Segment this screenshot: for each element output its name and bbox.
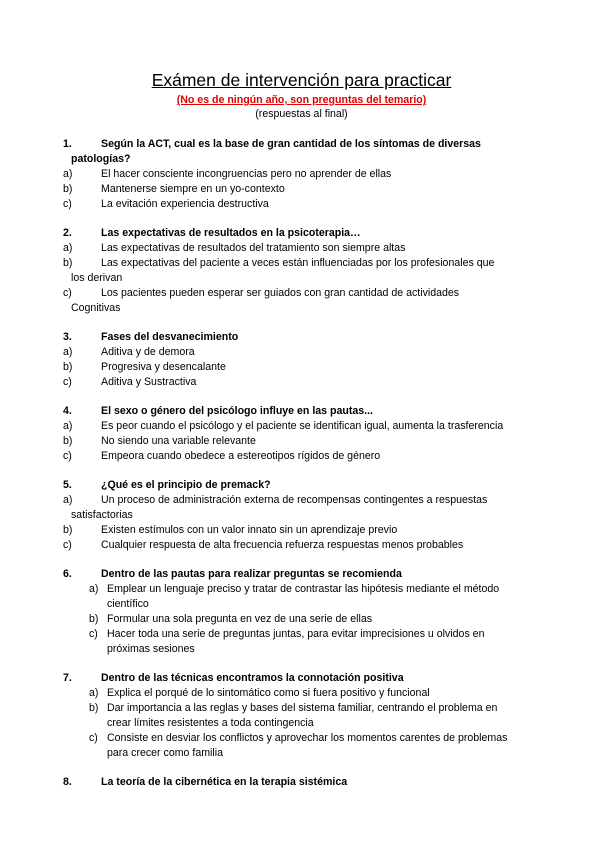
- question-block: [63, 567, 540, 657]
- option-letter: c): [63, 450, 72, 462]
- question-number: 1.: [63, 138, 72, 150]
- question-text: El sexo o género del psicólogo influye en las pautas...: [101, 405, 373, 417]
- option-letter: a): [63, 346, 73, 358]
- question-heading: [63, 567, 540, 582]
- answer-option: [63, 612, 540, 627]
- question-heading: [63, 404, 540, 419]
- option-text-continuation: Cognitivas: [71, 302, 121, 314]
- question-number: 3.: [63, 331, 72, 343]
- answer-option: [63, 582, 540, 612]
- answer-option: [63, 538, 540, 553]
- answer-option: [63, 493, 540, 508]
- option-letter: a): [89, 583, 99, 595]
- answer-option: [63, 731, 540, 761]
- option-letter: b): [89, 613, 99, 625]
- answer-option: [63, 523, 540, 538]
- option-text-continuation: los derivan: [71, 272, 123, 284]
- question-number: 7.: [63, 672, 72, 684]
- option-text-continuation: satisfactorias: [71, 509, 133, 521]
- question-text: Dentro de las técnicas encontramos la connotación positiva: [101, 672, 404, 684]
- option-letter: b): [63, 435, 73, 447]
- answer-option: [63, 345, 540, 360]
- option-text: Mantenerse siempre en un yo-contexto: [101, 183, 285, 195]
- question-number: 6.: [63, 568, 72, 580]
- option-text: Explica el porqué de lo sintomático como si fuera positivo y funcional: [107, 687, 430, 699]
- option-text: Cualquier respuesta de alta frecuencia refuerza respuestas menos probables: [101, 539, 464, 551]
- answer-option: [63, 375, 540, 390]
- question-text: Fases del desvanecimiento: [101, 331, 239, 343]
- question-block: [63, 478, 540, 553]
- option-letter: b): [63, 361, 73, 373]
- question-number: 8.: [63, 776, 72, 788]
- question-block: [63, 137, 540, 212]
- question-list: [63, 137, 540, 790]
- question-heading: [63, 137, 540, 152]
- question-heading: [63, 671, 540, 686]
- option-letter: c): [89, 732, 98, 744]
- answer-option: [63, 197, 540, 212]
- option-text: Los pacientes pueden esperar ser guiados con gran cantidad de actividades: [101, 287, 460, 299]
- answer-option: [63, 256, 540, 271]
- question-number: 2.: [63, 227, 72, 239]
- question-block: [63, 330, 540, 390]
- option-letter: c): [89, 628, 98, 640]
- option-text: Aditiva y de demora: [101, 346, 195, 358]
- question-text-continuation: patologías?: [71, 153, 131, 165]
- option-text: Progresiva y desencalante: [101, 361, 226, 373]
- option-letter: a): [63, 242, 73, 254]
- option-text: Hacer toda una serie de preguntas juntas, para evitar imprecisiones u olvidos en próximas sesiones: [107, 628, 485, 655]
- question-heading: [63, 226, 540, 241]
- option-text: Empeora cuando obedece a estereotipos rígidos de género: [101, 450, 381, 462]
- option-text: Es peor cuando el psicólogo y el paciente se identifican igual, aumenta la trasferencia: [101, 420, 504, 432]
- option-letter: a): [89, 687, 99, 699]
- option-text: Formular una sola pregunta en vez de una serie de ellas: [107, 613, 373, 625]
- question-number: 5.: [63, 479, 72, 491]
- question-block: [63, 404, 540, 464]
- option-text: Las expectativas del paciente a veces están influenciadas por los profesionales que: [101, 257, 495, 269]
- option-letter: a): [63, 168, 73, 180]
- question-heading: [63, 775, 540, 790]
- answer-option: [63, 701, 540, 731]
- option-letter: c): [63, 287, 72, 299]
- question-heading: [63, 330, 540, 345]
- option-letter: c): [63, 539, 72, 551]
- option-letter: c): [63, 376, 72, 388]
- option-letter: b): [63, 183, 73, 195]
- question-text: Dentro de las pautas para realizar preguntas se recomienda: [101, 568, 402, 580]
- option-text: Un proceso de administración externa de recompensas contingentes a respuestas: [101, 494, 488, 506]
- answer-option: [63, 360, 540, 375]
- option-text: Dar importancia a las reglas y bases del sistema familiar, centrando el problema en crear límites resistentes a toda contingencia: [107, 702, 498, 729]
- option-text: La evitación experiencia destructiva: [101, 198, 269, 210]
- option-text: Existen estímulos con un valor innato sin un aprendizaje previo: [101, 524, 398, 536]
- question-text: La teoría de la cibernética en la terapia sistémica: [101, 776, 348, 788]
- option-letter: c): [63, 198, 72, 210]
- answer-option: [63, 182, 540, 197]
- page-subtitle: (No es de ningún año, son preguntas del temario): [176, 94, 427, 106]
- option-text: No siendo una variable relevante: [101, 435, 256, 447]
- question-text: Según la ACT, cual es la base de gran cantidad de los síntomas de diversas: [101, 138, 481, 150]
- option-letter: a): [63, 494, 73, 506]
- question-heading: [63, 478, 540, 493]
- question-text: Las expectativas de resultados en la psicoterapia…: [101, 227, 361, 239]
- option-text: Emplear un lenguaje preciso y tratar de contrastar las hipótesis mediante el método científico: [107, 583, 500, 610]
- answer-option: [63, 286, 540, 301]
- question-number: 4.: [63, 405, 72, 417]
- option-text: El hacer consciente incongruencias pero no aprender de ellas: [101, 168, 392, 180]
- page-title: Exámen de intervención para practicar: [151, 70, 452, 90]
- question-block: [63, 775, 540, 790]
- answer-option: [63, 686, 540, 701]
- option-letter: b): [63, 257, 73, 269]
- question-block: [63, 226, 540, 316]
- option-letter: a): [63, 420, 73, 432]
- option-text: Las expectativas de resultados del tratamiento son siempre altas: [101, 242, 406, 254]
- answers-note: (respuestas al final): [255, 108, 348, 120]
- answer-option: [63, 167, 540, 182]
- answer-option: [63, 434, 540, 449]
- option-text: Aditiva y Sustractiva: [101, 376, 197, 388]
- option-letter: b): [63, 524, 73, 536]
- answer-option: [63, 419, 540, 434]
- option-letter: b): [89, 702, 99, 714]
- answer-option: [63, 627, 540, 657]
- question-text: ¿Qué es el principio de premack?: [101, 479, 271, 491]
- answer-option: [63, 241, 540, 256]
- answer-option: [63, 449, 540, 464]
- question-block: [63, 671, 540, 761]
- option-text: Consiste en desviar los conflictos y aprovechar los momentos carentes de problemas para crecer como familia: [107, 732, 508, 759]
